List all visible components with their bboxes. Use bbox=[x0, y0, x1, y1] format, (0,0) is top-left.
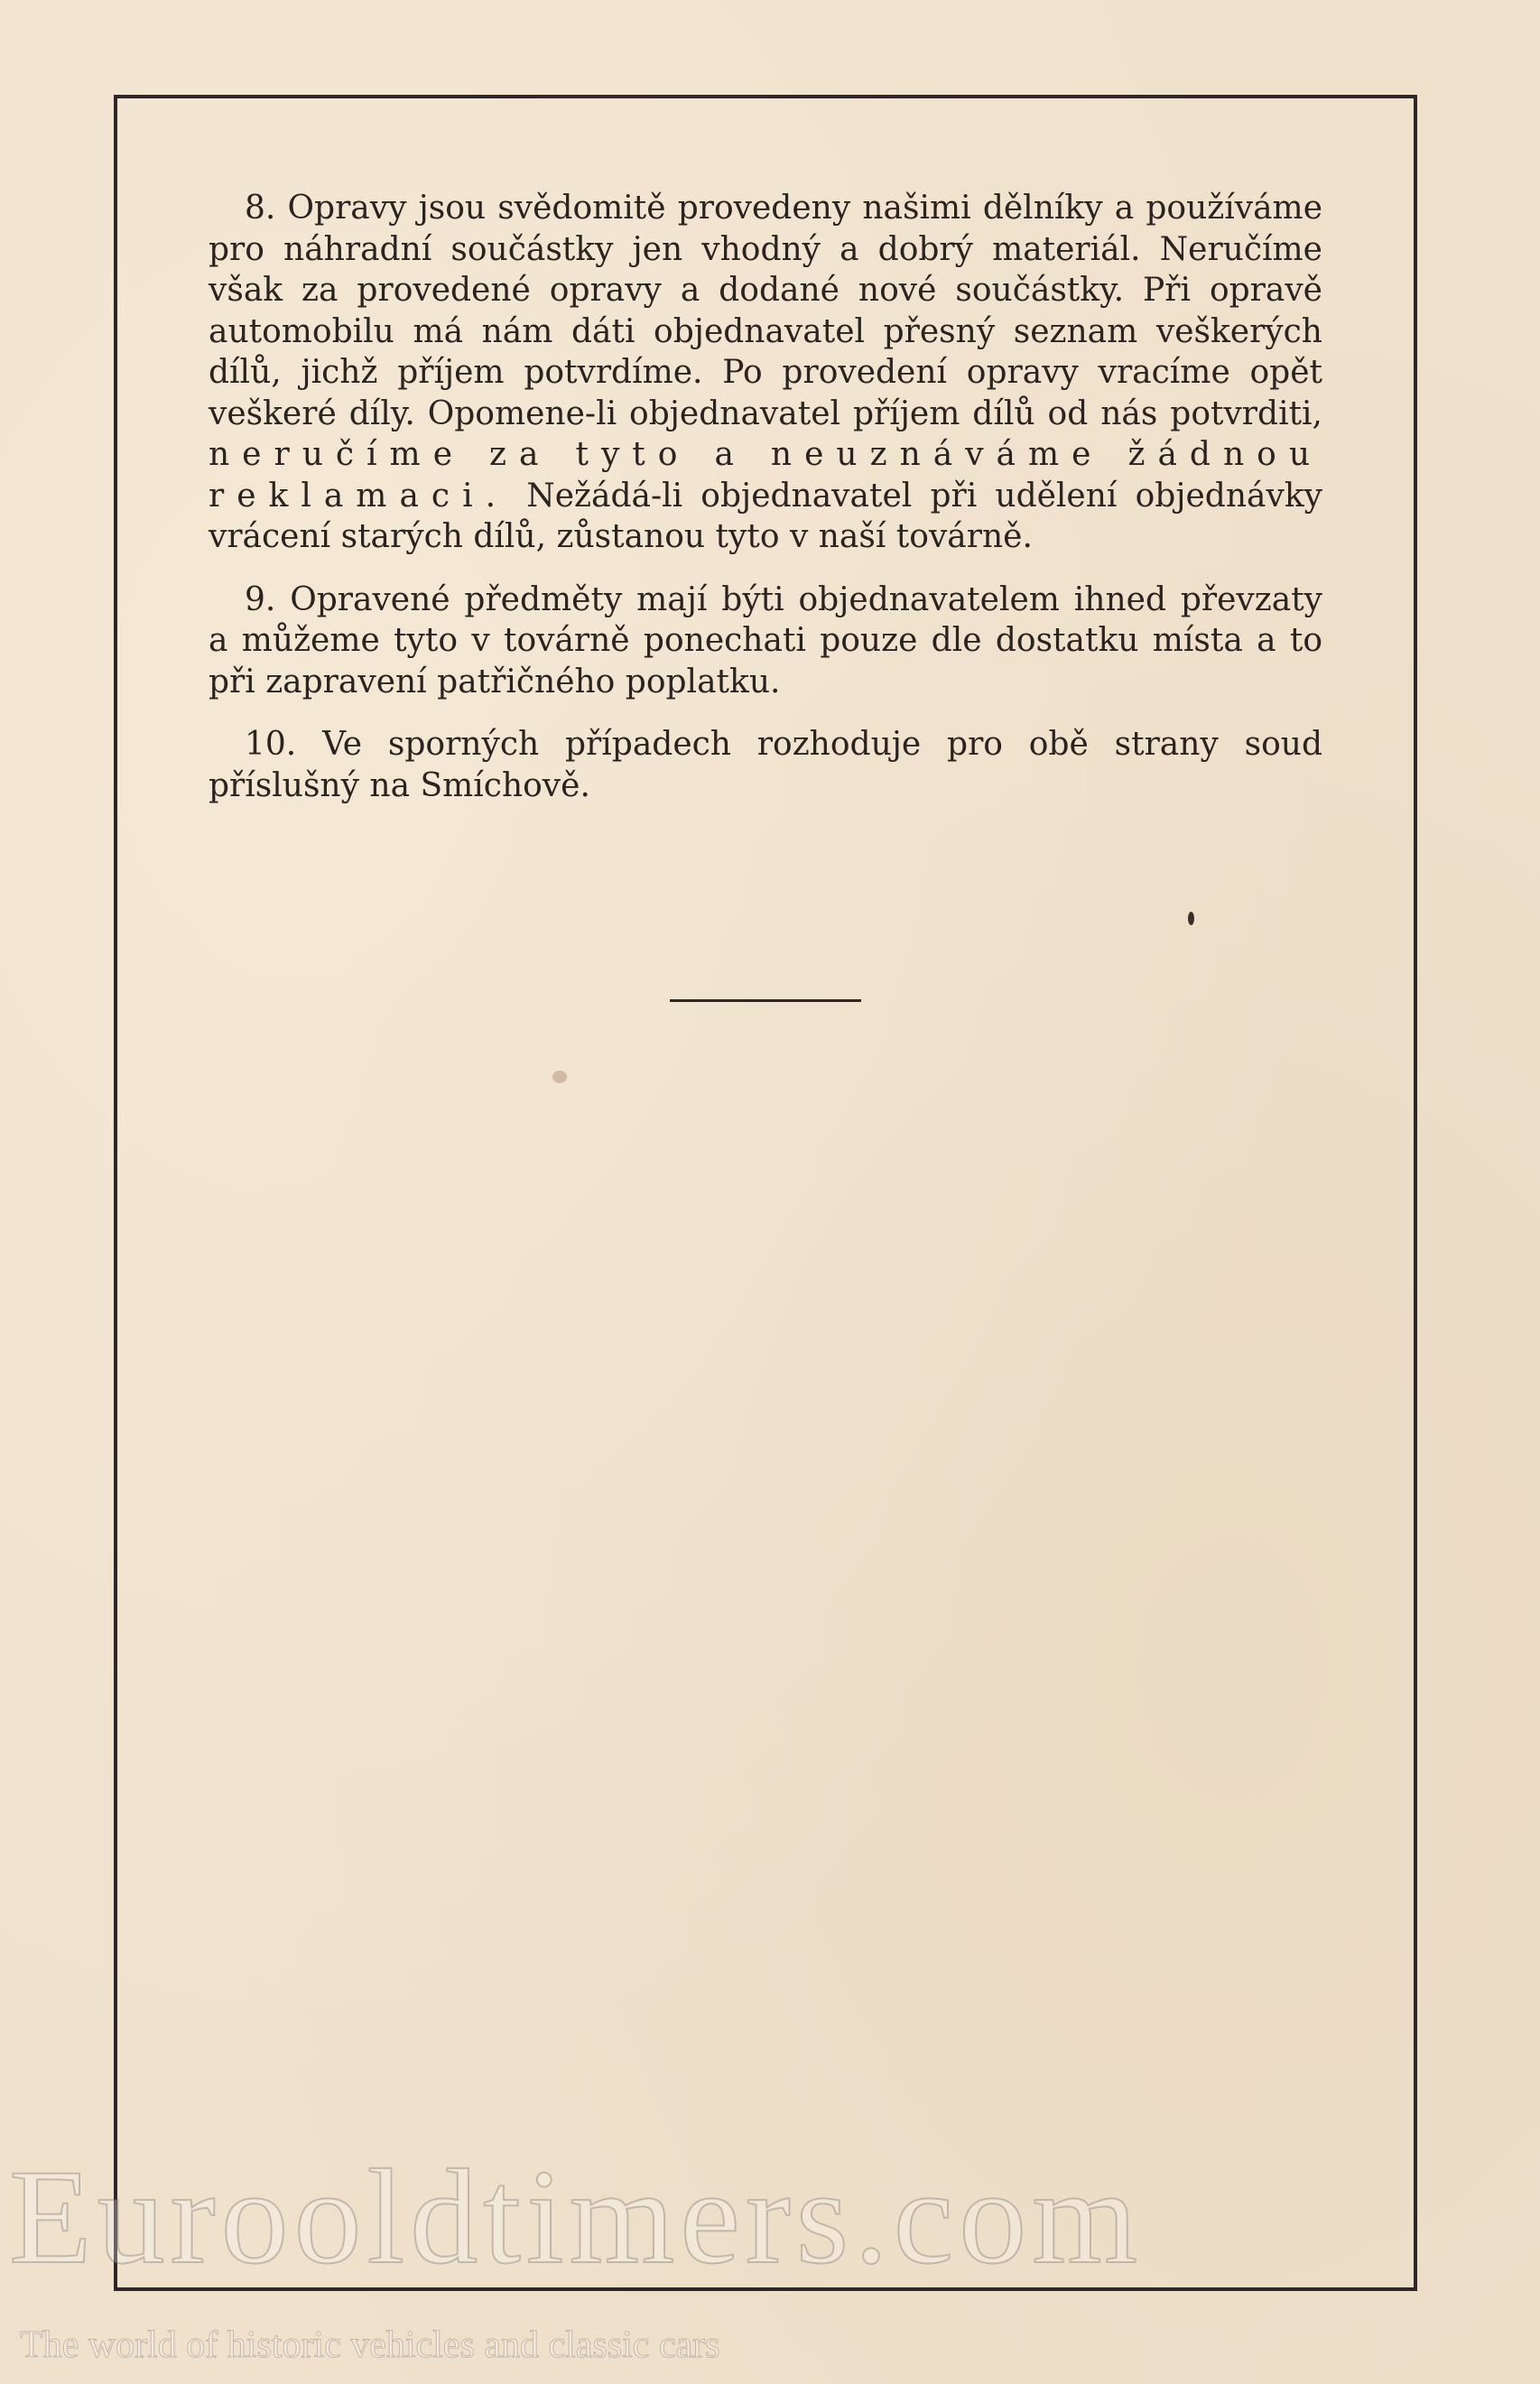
conditions-text bbox=[209, 188, 1322, 828]
paragraph-9: 9. Opravené předměty mají býti objednavatelem ihned převzaty a můžeme tyto v továrně ponechati pouze dle dostatku místa a to při zapravení patřičného poplatku. bbox=[209, 580, 1322, 700]
watermark-tagline: The world of historic vehicles and classic cars bbox=[20, 2324, 720, 2366]
paper-stain bbox=[552, 1071, 567, 1083]
paragraph-10: 10. Ve sporných případech rozhoduje pro obě strany soud příslušný na Smíchově. bbox=[209, 726, 1322, 804]
paragraph-8-text-end: Nežádá-li objednavatel při udělení objednávky vrácení starých dílů, zůstanou tyto v naší továrně. bbox=[209, 477, 1322, 555]
watermark-title: Eurooldtimers.com bbox=[9, 2142, 1143, 2292]
divider-rule bbox=[670, 999, 861, 1002]
paragraph-8 bbox=[209, 188, 1322, 558]
paragraph-8-text: 8. Opravy jsou svědomitě provedeny našimi dělníky a používáme pro náhradní součástky jen vhodný a dobrý materiál. Neručíme však za provedené opravy a dodané nové součástky. Při opravě automobilu má nám dáti objednavatel přesný seznam veškerých dílů, jichž příjem potvrdíme. Po provedení opravy vracíme opět veškeré díly. Opomene-li objednavatel příjem dílů od nás potvrditi, bbox=[209, 190, 1322, 432]
paragraph-8-emphasis: neručíme za tyto a neuznáváme žádnou reklamaci. bbox=[209, 436, 1322, 515]
ink-speck bbox=[1188, 912, 1194, 925]
